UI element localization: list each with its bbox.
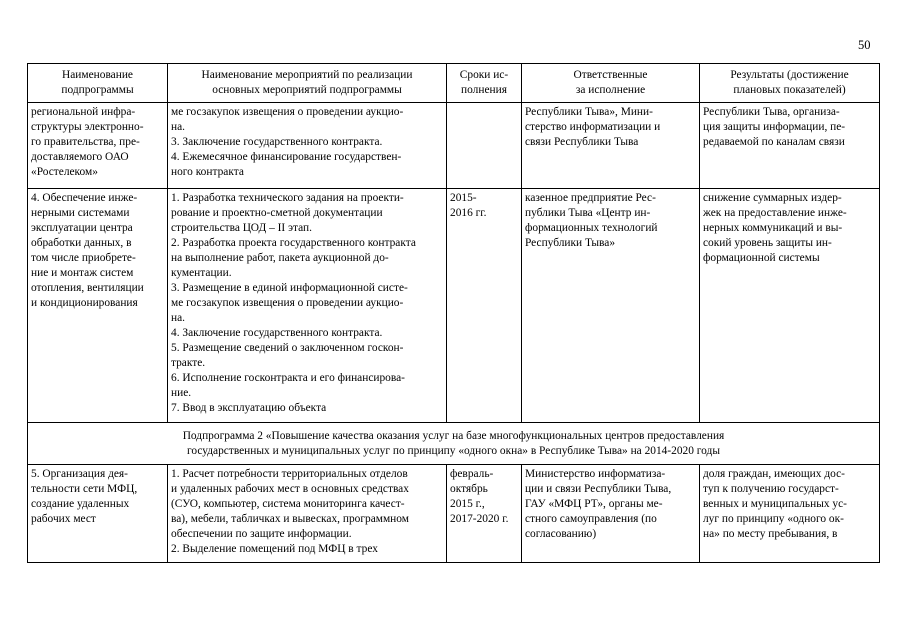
header-subprogram-name <box>28 64 168 103</box>
text-line: формационных технологий <box>525 222 658 234</box>
text-line: за исполнение <box>575 84 646 96</box>
text-line: государственных и муниципальных услуг по принципу «одного окна» в Республике Тыва» на 2014-2020 годы <box>186 444 720 457</box>
text-line: ме госзакупок извещения о проведении аукцио- <box>171 297 404 309</box>
cell-results <box>700 465 880 563</box>
cell-responsible <box>522 103 700 189</box>
text-line: тракте. <box>171 357 206 369</box>
text-line: 5. Размещение сведений о заключенном госкон- <box>171 342 404 354</box>
text-line: февраль- <box>450 468 494 480</box>
measures-table <box>27 63 880 563</box>
text-line: ние и монтаж систем <box>31 267 134 279</box>
text-line: 1. Расчет потребности территориальных отделов <box>171 468 408 480</box>
text-line: стного самоуправления (по <box>525 513 657 525</box>
text-line: доля граждан, имеющих дос- <box>703 468 845 480</box>
text-line: 3. Размещение в единой информационной систе- <box>171 282 408 294</box>
text-line: стерство информатизации и <box>525 121 661 133</box>
text-line: Ответственные <box>573 69 648 81</box>
table-row <box>28 189 880 423</box>
text-line: обеспечении по защите информации. <box>171 528 352 540</box>
text-line: 7. Ввод в эксплуатацию объекта <box>171 402 327 414</box>
text-line: ва), мебели, табличках и вывесках, программном <box>171 513 409 525</box>
cell-results <box>700 189 880 423</box>
text-line: строительства ЦОД – II этап. <box>171 222 312 234</box>
text-line: 2. Выделение помещений под МФЦ в трех <box>171 543 378 555</box>
text-line: на. <box>171 312 185 324</box>
page-number: 50 <box>858 38 871 52</box>
text-line: 1. Разработка технического задания на проекти- <box>171 192 404 204</box>
text-line: нерных коммуникаций и вы- <box>703 222 843 234</box>
text-line: 2017-2020 г. <box>450 513 509 525</box>
text-line: снижение суммарных издер- <box>703 192 842 204</box>
text-line: 2015- <box>450 192 477 204</box>
text-line: 5. Организация дея- <box>31 468 128 480</box>
text-line: публики Тыва «Центр ин- <box>525 207 651 219</box>
text-line: го правительства, пре- <box>31 136 140 148</box>
text-line: на выполнение работ, пакета аукционной до- <box>171 252 389 264</box>
text-line: полнения <box>461 84 507 96</box>
text-line: 2015 г., <box>450 498 485 510</box>
table-row <box>28 465 880 563</box>
text-line: жек на предоставление инже- <box>703 207 847 219</box>
text-line: плановых показателей) <box>733 84 846 96</box>
text-line: Сроки ис- <box>459 69 509 81</box>
text-line: 3. Заключение государственного контракта. <box>171 136 383 148</box>
text-line: луг по принципу «одного ок- <box>703 513 844 525</box>
text-line: октябрь <box>450 483 488 495</box>
cell-deadlines <box>447 189 522 423</box>
text-line: 4. Заключение государственного контракта. <box>171 327 383 339</box>
text-line: ного контракта <box>171 166 244 178</box>
text-line: 4. Ежемесячное финансирование государствен- <box>171 151 402 163</box>
text-line: Наименование мероприятий по реализации <box>201 69 413 81</box>
text-line: казенное предприятие Рес- <box>525 192 656 204</box>
text-line: 4. Обеспечение инже- <box>31 192 138 204</box>
text-line: 6. Исполнение госконтракта и его финансирова- <box>171 372 405 384</box>
subprogram-title <box>28 423 880 465</box>
text-line: формационной системы <box>703 252 820 264</box>
text-line: 2. Разработка проекта государственного контракта <box>171 237 416 249</box>
text-line: структуры электронно- <box>31 121 144 133</box>
header-measures <box>168 64 447 103</box>
text-line: (СУО, компьютер, система мониторинга качест- <box>171 498 405 510</box>
header-deadlines <box>447 64 522 103</box>
cell-measures <box>168 465 447 563</box>
text-line: тельности сети МФЦ, <box>31 483 138 495</box>
text-line: редаваемой по каналам связи <box>703 136 845 148</box>
cell-measures <box>168 103 447 189</box>
text-line: рабочих мест <box>31 513 96 525</box>
cell-deadlines <box>447 103 522 189</box>
text-line: Наименование <box>62 69 133 81</box>
cell-responsible <box>522 465 700 563</box>
cell-measures <box>168 189 447 423</box>
text-line: нерными системами <box>31 207 130 219</box>
text-line: венных и муниципальных ус- <box>703 498 847 510</box>
text-line: «Ростелеком» <box>31 166 98 178</box>
cell-subprogram-name <box>28 103 168 189</box>
text-line: туп к получению государст- <box>703 483 839 495</box>
text-line: отопления, вентиляции <box>31 282 144 294</box>
table-row <box>28 103 880 189</box>
text-line: Результаты (достижение <box>730 69 849 81</box>
text-line: региональной инфра- <box>31 106 136 118</box>
text-line: и кондиционирования <box>31 297 138 309</box>
text-line: подпрограммы <box>61 84 134 96</box>
text-line: обработки данных, в <box>31 237 132 249</box>
text-line: том числе приобрете- <box>31 252 136 264</box>
text-line: ция защиты информации, пе- <box>703 121 846 133</box>
text-line: ции и связи Республики Тыва, <box>525 483 672 495</box>
cell-subprogram-name <box>28 465 168 563</box>
text-line: доставляемого ОАО <box>31 151 129 163</box>
header-responsible <box>522 64 700 103</box>
text-line: Республики Тыва», Мини- <box>525 106 653 118</box>
text-line: на» по месту пребывания, в <box>703 528 838 540</box>
header-row <box>28 64 880 103</box>
text-line: ГАУ «МФЦ РТ», органы ме- <box>525 498 663 510</box>
text-line: эксплуатации центра <box>31 222 133 234</box>
text-line: основных мероприятий подпрограммы <box>212 84 402 96</box>
text-line: ме госзакупок извещения о проведении аукцио- <box>171 106 404 118</box>
text-line: на. <box>171 121 185 133</box>
text-line: создание удаленных <box>31 498 130 510</box>
cell-deadlines <box>447 465 522 563</box>
subprogram-row <box>28 423 880 465</box>
text-line: и удаленных рабочих мест в основных средствах <box>171 483 409 495</box>
text-line: Подпрограмма 2 «Повышение качества оказания услуг на базе многофункциональных центров предоставления <box>182 429 725 442</box>
text-line: Республики Тыва, организа- <box>703 106 840 118</box>
text-line: ние. <box>171 387 192 399</box>
cell-responsible <box>522 189 700 423</box>
text-line: Министерство информатиза- <box>525 468 666 480</box>
header-results <box>700 64 880 103</box>
text-line: согласованию) <box>525 528 597 540</box>
text-line: сокий уровень защиты ин- <box>703 237 832 249</box>
text-line: 2016 гг. <box>450 207 487 219</box>
text-line: рование и проектно-сметной документации <box>171 207 383 219</box>
cell-results <box>700 103 880 189</box>
text-line: связи Республики Тыва <box>525 136 639 148</box>
text-line: кументации. <box>171 267 232 279</box>
text-line: Республики Тыва» <box>525 237 616 249</box>
cell-subprogram-name <box>28 189 168 423</box>
